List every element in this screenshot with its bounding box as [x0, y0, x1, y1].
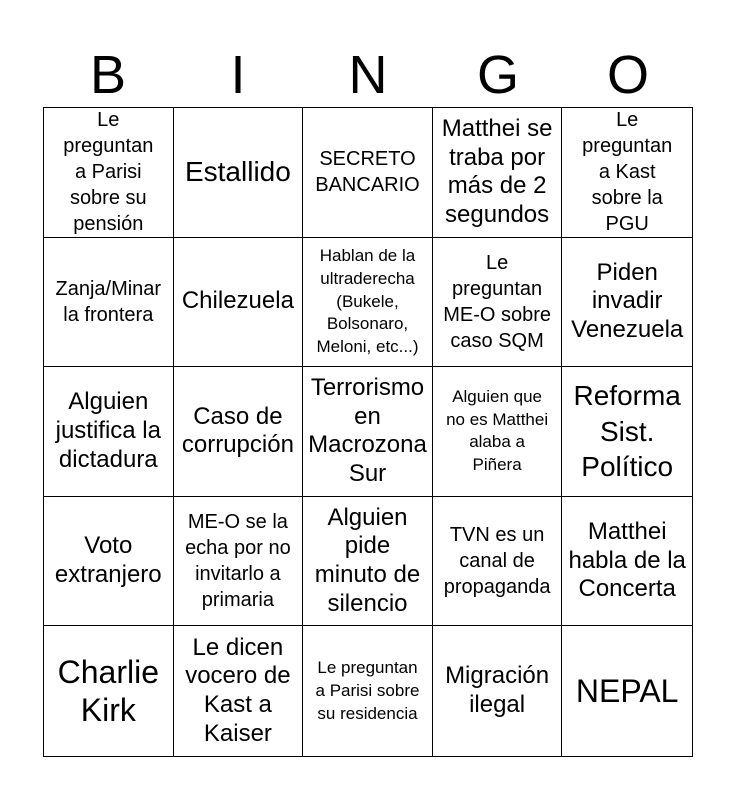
bingo-cell[interactable]	[303, 238, 433, 368]
bingo-cell[interactable]	[562, 238, 692, 368]
bingo-cell[interactable]	[562, 626, 692, 756]
bingo-cell-text: Reforma Sist. Político	[573, 379, 681, 483]
bingo-cell[interactable]	[562, 367, 692, 497]
bingo-cell[interactable]	[174, 626, 304, 756]
bingo-cell[interactable]	[44, 238, 174, 368]
bingo-cell[interactable]	[174, 367, 304, 497]
bingo-cell-text: Caso de corrupción	[181, 402, 294, 459]
bingo-cell-text: Le preguntan ME-O sobre caso SQM	[443, 251, 551, 352]
bingo-cell[interactable]	[44, 367, 174, 497]
bingo-cell-text: Alguien justifica la dictadura	[55, 388, 161, 473]
bingo-cell[interactable]	[174, 497, 304, 627]
bingo-cell-text: Zanja/Minar la frontera	[55, 277, 162, 326]
bingo-cell[interactable]	[44, 626, 174, 756]
bingo-cell-text: Le preguntan a Parisi sobre su residencia	[315, 658, 420, 723]
bingo-title	[43, 40, 693, 110]
bingo-cell-text: NEPAL	[575, 673, 679, 709]
bingo-cell-text: TVN es un canal de propaganda	[443, 524, 551, 599]
bingo-cell[interactable]	[174, 238, 304, 368]
bingo-cell-text: Alguien pide minuto de silencio	[314, 503, 421, 617]
title-letter-b: B	[89, 45, 127, 105]
bingo-cell-text: Le preguntan a Kast sobre la PGU	[582, 109, 673, 236]
bingo-cell-text: ME-O se la echa por no invitarlo a primaria	[185, 511, 291, 612]
bingo-cell-text: Piden invadir Venezuela	[571, 258, 684, 344]
bingo-cell-text: Le preguntan a Parisi sobre su pensión	[63, 109, 154, 236]
bingo-cell-text: SECRETO BANCARIO	[315, 148, 420, 197]
title-letter-i: I	[230, 45, 246, 105]
bingo-cell-text: Estallido	[184, 156, 291, 188]
bingo-cell-text: Terrorismo en Macrozona Sur	[308, 373, 427, 488]
bingo-cell[interactable]	[303, 626, 433, 756]
bingo-cell[interactable]	[174, 108, 304, 238]
bingo-cell-text: Matthei se traba por más de 2 segundos	[441, 114, 553, 229]
bingo-cell-text: Matthei habla de la Concerta	[568, 517, 686, 603]
title-letter-g: G	[476, 45, 519, 105]
bingo-cell-text: Voto extranjero	[54, 532, 162, 589]
bingo-cell[interactable]	[433, 238, 563, 368]
bingo-cell-text: Alguien que no es Matthei alaba a Piñera	[446, 387, 549, 475]
bingo-cell-text: Chilezuela	[181, 287, 294, 315]
bingo-board	[43, 107, 693, 757]
bingo-cell[interactable]	[303, 497, 433, 627]
bingo-cell[interactable]	[433, 108, 563, 238]
title-letter-n: N	[348, 45, 388, 105]
bingo-cell[interactable]	[303, 108, 433, 238]
bingo-cell[interactable]	[433, 367, 563, 497]
bingo-cell-text: Le dicen vocero de Kast a Kaiser	[185, 633, 291, 747]
bingo-cell[interactable]	[433, 497, 563, 627]
title-letter-o: O	[606, 45, 649, 105]
bingo-cell-text: Hablan de la ultraderecha (Bukele, Bolsonaro, Meloni, etc...)	[316, 246, 419, 356]
bingo-cell[interactable]	[44, 108, 174, 238]
bingo-cell[interactable]	[562, 497, 692, 627]
bingo-cell-text: Charlie Kirk	[57, 653, 159, 729]
bingo-cell[interactable]	[303, 367, 433, 497]
bingo-cell-text: Migración ilegal	[445, 662, 550, 719]
bingo-cell[interactable]	[433, 626, 563, 756]
bingo-cell[interactable]	[562, 108, 692, 238]
bingo-cell[interactable]	[44, 497, 174, 627]
